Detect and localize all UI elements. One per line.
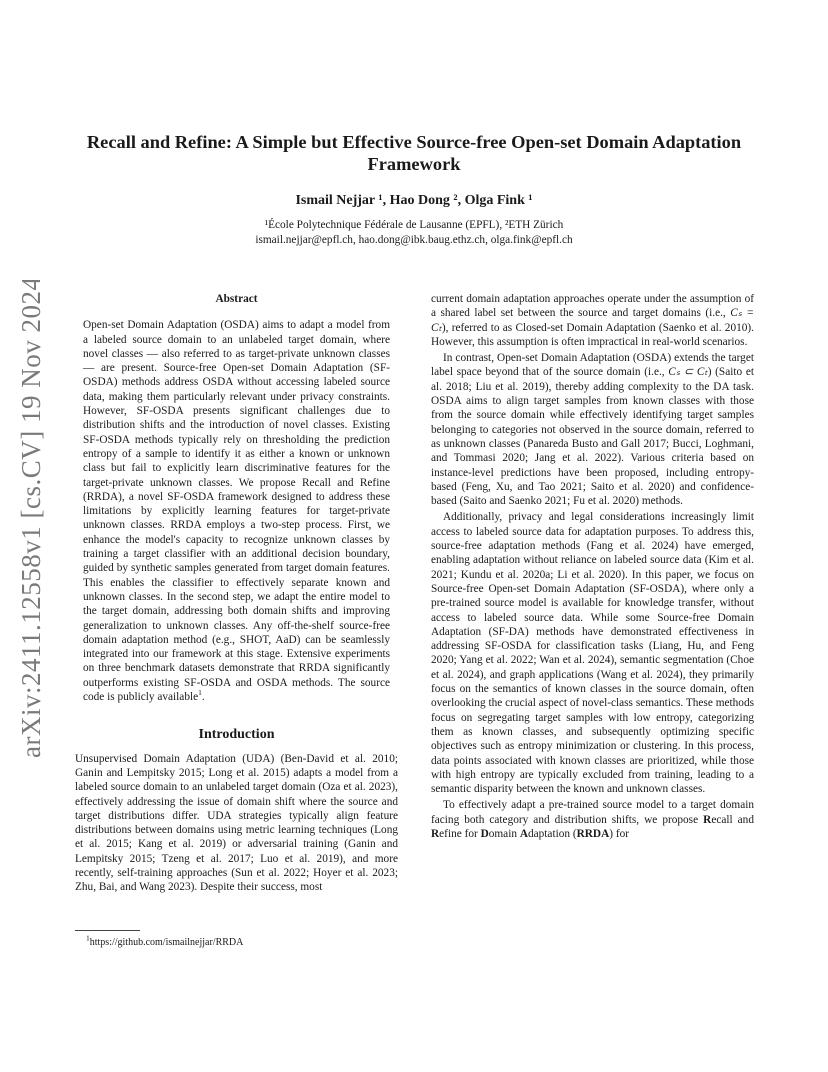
intro-paragraph: Unsupervised Domain Adaptation (UDA) (Ben-David et al. 2010; Ganin and Lempitsky 2015; Long et al. 2015) adapts a model from a labeled source domain to an unlabeled target domain (Oza et al. 2023), effectively addressing the issue of domain shift where the source and target distributions differ. UDA strategies typically align feature distributions between domains using metric learning techniques (Long et al. 2015; Kang et al. 2019) or adversarial training (Ganin and Lempitsky 2015; Tzeng et al. 2017; Luo et al. 2019), and more recently, self-training approaches (Sun et al. 2022; Hoyer et al. 2023; Zhu, Bai, and Wang 2023). Despite their success, most — [75, 752, 398, 894]
right-paragraph-2: In contrast, Open-set Domain Adaptation (OSDA) extends the target label space beyond that of the source domain (i.e., Cₛ ⊂ Cₜ) (Saito et al. 2018; Liu et al. 2019), thereby adding complexity to the DA task. OSDA aims to align target samples from known classes with those from the source domain while effectively identifying target samples belonging to categories not observed in the source domain, referred to as unknown classes (Panareda Busto and Gall 2017; Bucci, Loghmani, and Tommasi 2020; Jang et al. 2022). Various criteria based on instance-level predictions have been proposed, including entropy-based (Feng, Xu, and Tao 2021; Saito et al. 2020) and confidence-based (Saito and Saenko 2021; Fu et al. 2020) methods. — [431, 352, 754, 508]
affiliations — [80, 218, 748, 248]
abstract-text: Open-set Domain Adaptation (OSDA) aims to adapt a model from a labeled source domain to an unlabeled target domain, where novel classes — also referred to as target-private unknown classes — are present. Source-free Open-set Domain Adaptation (SF-OSDA) methods address OSDA without accessing labeled source data, making them particularly relevant under privacy constraints. However, SF-OSDA presents significant challenges due to distribution shifts and the introduction of novel classes. Existing SF-OSDA methods typically rely on thresholding the prediction entropy of a sample to identify it as either a known or unknown class but fail to explicitly learn discriminative features for the target-private unknown classes. We propose Recall and Refine (RRDA), a novel SF-OSDA framework designed to address these limitations by explicitly learning features for target-private unknown classes. RRDA employs a two-step process. First, we enhance the model's capacity to recognize unknown classes by training a target classifier with an additional decision boundary, guided by synthetic samples generated from target domain features. This enables the classifier to effectively separate known and unknown classes. In the second step, we adapt the entire model to the target domain, addressing both domain shifts and improving generalization to unknown classes. Any off-the-shelf source-free domain adaptation method (e.g., SHOT, AaD) can be seamlessly integrated into our framework at this stage. Extensive experiments on three benchmark datasets demonstrate that RRDA significantly outperforms existing SF-OSDA and OSDA methods. The source code is publicly available$^1$. — [83, 319, 390, 704]
right-paragraph-3: Additionally, privacy and legal considerations increasingly limit access to labeled source data for adaptation purposes. To address this, source-free adaptation methods (Fang et al. 2024) have emerged, enabling adaptation without reliance on labeled source data (Kim et al. 2021; Kundu et al. 2020a; Li et al. 2020). In this paper, we focus on Source-free Open-set Domain Adaptation (SF-OSDA), where only a pre-trained source model is available for knowledge transfer, without access to labeled source data. While some Source-free Domain Adaptation (SF-DA) methods have demonstrated effectiveness in addressing SF-OSDA for classification tasks (Liang, Hu, and Feng 2020; Yang et al. 2022; Wan et al. 2024), semantic segmentation (Choe et al. 2024), and graph applications (Wang et al. 2024), they primarily focus on the semantics of known classes in the source domain, often overlooking the crucial aspect of novel-class semantics. These methods focus on segregating target samples with low entropy, categorizing them as known classes, and subsequently optimizing specific objectives such as entropy minimization or clustering. In this process, data points associated with known classes are prioritized, while those with high entropy are typically excluded from training, leading to a semantic disparity between the known and unknown classes. — [431, 511, 754, 796]
left-column — [75, 292, 398, 895]
method-acronym: RRDA — [576, 827, 610, 840]
footnote-ref[interactable]: 1 — [198, 688, 202, 698]
paper-title: Recall and Refine: A Simple but Effective Source-free Open-set Domain Adaptation Framework — [86, 132, 742, 174]
right-column — [431, 292, 754, 841]
right-paragraph-1: current domain adaptation approaches operate under the assumption of a shared label set between the source and target domains (i.e., Cₛ = Cₜ), referred to as Closed-set Domain Adaptation (Saenko et al. 2010). However, this assumption is often impractical in real-world scenarios. — [431, 293, 754, 348]
arxiv-id-text: arXiv:2411.12558v1 [cs.CV] 19 Nov 2024 — [16, 280, 46, 758]
abstract-heading: Abstract — [215, 293, 258, 305]
footnote: $^1$https://github.com/ismailnejjar/RRDA — [86, 933, 244, 948]
introduction-heading: Introduction — [198, 727, 275, 743]
right-paragraph-4: To effectively adapt a pre-trained source model to a target domain facing both category and distribution shifts, we propose Recall and Refine for Domain Adaptation (RRDA) for — [431, 799, 754, 840]
math-open-set: Cₛ ⊂ Cₜ — [668, 366, 708, 379]
math-closed-set: Cₛ = Cₜ — [431, 307, 754, 334]
email-line: ismail.nejjar@epfl.ch, hao.dong@ibk.baug.ethz.ch, olga.fink@epfl.ch — [255, 234, 573, 246]
footnote-divider — [75, 930, 140, 931]
affiliation-line: ¹École Polytechnique Fédérale de Lausanne (EPFL), ²ETH Zürich — [264, 219, 564, 231]
author-list: Ismail Nejjar ¹, Hao Dong ², Olga Fink ¹ — [295, 193, 533, 208]
footnote-link[interactable]: https://github.com/ismailnejjar/RRDA — [89, 937, 244, 948]
arxiv-identifier — [10, 280, 50, 760]
